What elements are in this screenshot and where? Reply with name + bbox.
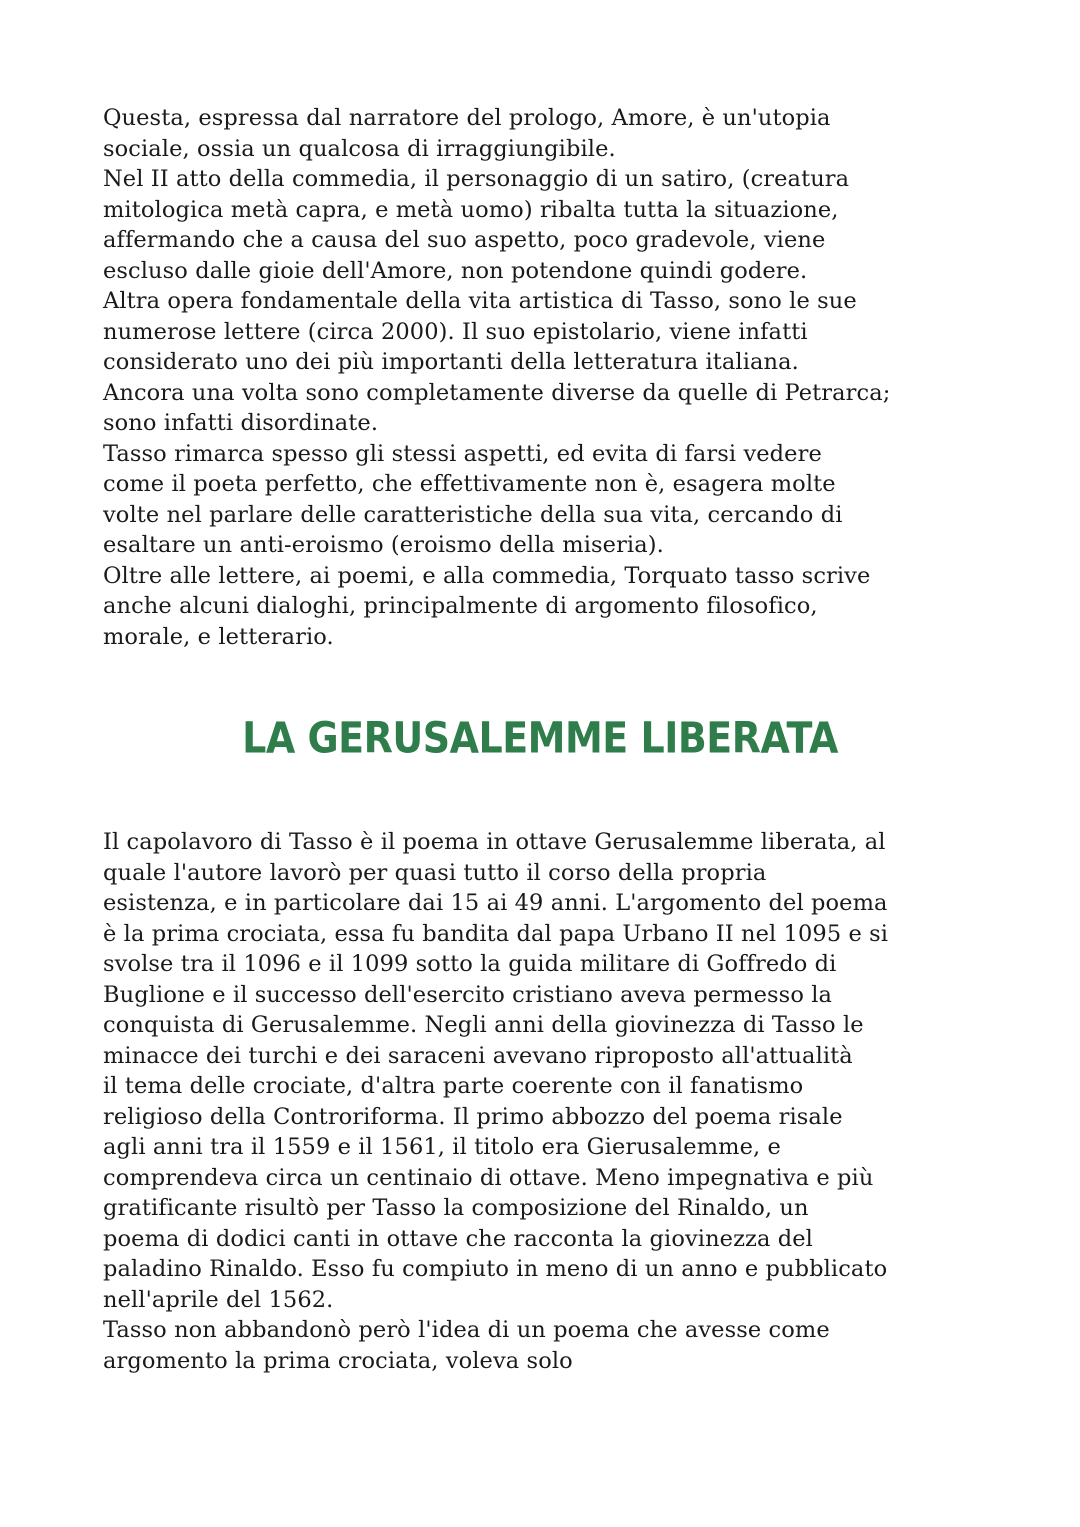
- text-line: Nel II atto della commedia, il personaggio di un satiro, (creatura: [103, 166, 850, 192]
- text-line: morale, e letterario.: [103, 623, 334, 650]
- text-line: mitologica metà capra, e metà uomo) ribalta tutta la situazione,: [103, 196, 839, 223]
- text-line: volte nel parlare delle caratteristiche della sua vita, cercando di: [103, 501, 843, 528]
- text-line: Buglione e il successo dell'esercito cristiano aveva permesso la: [103, 981, 833, 1008]
- text-line: il tema delle crociate, d'altra parte coerente con il fanatismo: [103, 1073, 804, 1099]
- section-heading: LA GERUSALEMME LIBERATA: [242, 713, 838, 763]
- text-line: Altra opera fondamentale della vita artistica di Tasso, sono le sue: [103, 288, 857, 314]
- text-line: numerose lettere (circa 2000). Il suo epistolario, viene infatti: [103, 318, 808, 345]
- text-line: esistenza, e in particolare dai 15 ai 49 anni. L'argomento del poema: [103, 890, 888, 916]
- text-line: affermando che a causa del suo aspetto, poco gradevole, viene: [103, 227, 826, 253]
- paragraph-block-intro: [103, 103, 1003, 652]
- text-line: nell'aprile del 1562.: [103, 1286, 334, 1313]
- text-line: argomento la prima crociata, voleva solo: [103, 1347, 573, 1374]
- text-line: Questa, espressa dal narratore del prologo, Amore, è un'utopia: [103, 105, 831, 131]
- text-line: escluso dalle gioie dell'Amore, non potendone quindi godere.: [103, 257, 808, 284]
- text-line: poema di dodici canti in ottave che racconta la giovinezza del: [103, 1225, 813, 1252]
- text-line: Tasso rimarca spesso gli stessi aspetti, ed evita di farsi vedere: [103, 440, 822, 467]
- text-line: conquista di Gerusalemme. Negli anni della giovinezza di Tasso le: [103, 1012, 864, 1038]
- text-line: Il capolavoro di Tasso è il poema in ottave Gerusalemme liberata, al: [103, 829, 886, 855]
- text-line: sociale, ossia un qualcosa di irraggiungibile.: [103, 135, 616, 162]
- text-line: minacce dei turchi e dei saraceni avevano riproposto all'attualità: [103, 1042, 853, 1069]
- text-line: gratificante risultò per Tasso la composizione del Rinaldo, un: [103, 1195, 809, 1221]
- text-line: religioso della Controriforma. Il primo abbozzo del poema risale: [103, 1103, 843, 1130]
- text-line: Tasso non abbandonò però l'idea di un poema che avesse come: [103, 1317, 830, 1343]
- text-line: Ancora una volta sono completamente diverse da quelle di Petrarca;: [103, 379, 891, 406]
- text-line: quale l'autore lavorò per quasi tutto il corso della propria: [103, 859, 767, 886]
- paragraph-block-gerusalemme: [103, 827, 1003, 1376]
- text-line: considerato uno dei più importanti della letteratura italiana.: [103, 349, 799, 375]
- text-line: paladino Rinaldo. Esso fu compiuto in meno di un anno e pubblicato: [103, 1256, 888, 1282]
- text-line: svolse tra il 1096 e il 1099 sotto la guida militare di Goffredo di: [103, 951, 837, 977]
- text-line: come il poeta perfetto, che effettivamente non è, esagera molte: [103, 471, 836, 497]
- text-line: agli anni tra il 1559 e il 1561, il titolo era Gierusalemme, e: [103, 1134, 781, 1160]
- text-line: esaltare un anti-eroismo (eroismo della miseria).: [103, 532, 664, 558]
- text-line: comprendeva circa un centinaio di ottave. Meno impegnativa e più: [103, 1164, 874, 1191]
- text-line: Oltre alle lettere, ai poemi, e alla commedia, Torquato tasso scrive: [103, 562, 871, 589]
- text-line: sono infatti disordinate.: [103, 410, 379, 436]
- text-line: è la prima crociata, essa fu bandita dal papa Urbano II nel 1095 e si: [103, 920, 889, 947]
- text-line: anche alcuni dialoghi, principalmente di argomento filosofico,: [103, 593, 818, 619]
